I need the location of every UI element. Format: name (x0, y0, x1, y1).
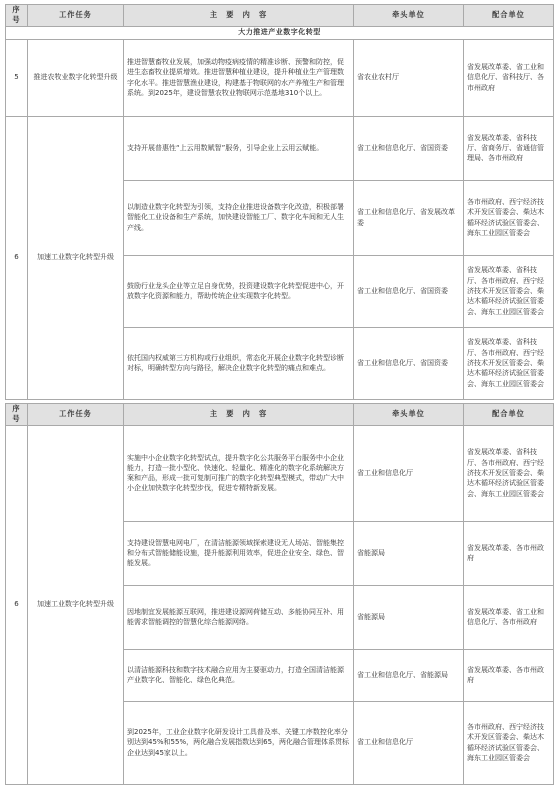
row-content: 以清洁能源科技和数字技术融合应用为主要驱动力，打造全国清洁能源产业数字化、智能化、绿色化典范。 (124, 649, 354, 701)
row-coop: 省发展改革委、各市州政府 (464, 649, 554, 701)
row-coop: 省发展改革委、各市州政府 (464, 521, 554, 585)
section-title: 大力推进产业数字化转型 (6, 26, 554, 39)
row-lead: 省工业和信息化厅、省国资委 (354, 327, 464, 399)
header-task: 工作任务 (28, 5, 124, 27)
task-table-2 (5, 403, 554, 785)
row-content: 因地制宜发展能源互联网，推进建设源网荷储互动、多能协同互补、用能需求智能调控的智慧化综合能源网络。 (124, 585, 354, 649)
row-lead: 省工业和信息化厅 (354, 701, 464, 784)
table-row (6, 425, 554, 521)
task-table-1 (5, 4, 554, 400)
row-no: 5 (6, 39, 28, 116)
header-no: 序号 (6, 5, 28, 27)
row-lead: 省工业和信息化厅、省国资委 (354, 255, 464, 327)
row-content: 依托国内权威第三方机构或行业组织，常态化开展企业数字化转型诊断对标，明确转型方向与路径，解决企业数字化转型的痛点和难点。 (124, 327, 354, 399)
row-no: 6 (6, 425, 28, 784)
header-task: 工作任务 (28, 404, 124, 426)
row-lead: 省能源局 (354, 585, 464, 649)
row-task: 加速工业数字化转型升级 (28, 425, 124, 784)
row-content: 支持建设智慧电网电厂，在清洁能源领域探索建设无人场站、智能集控和分布式智能储能设施，提升能源利用效率，促进企业安全、绿色、智能发展。 (124, 521, 354, 585)
row-lead: 省农业农村厅 (354, 39, 464, 116)
row-lead: 省工业和信息化厅、省发展改革委 (354, 180, 464, 255)
header-no: 序号 (6, 404, 28, 426)
table-header-row (6, 5, 554, 27)
row-content: 到2025年，工业企业数字化研发设计工具普及率、关键工序数控化率分别达到45%和55%，两化融合发展指数达到65，两化融合管理体系贯标企业达到45家以上。 (124, 701, 354, 784)
section-row (6, 26, 554, 39)
table-row (6, 116, 554, 180)
row-task: 加速工业数字化转型升级 (28, 116, 124, 399)
row-lead: 省能源局 (354, 521, 464, 585)
row-lead: 省工业和信息化厅、省国资委 (354, 116, 464, 180)
header-lead: 牵头单位 (354, 404, 464, 426)
row-coop: 省发展改革委、省工业和信息化厅、省科技厅、各市州政府 (464, 39, 554, 116)
header-lead: 牵头单位 (354, 5, 464, 27)
row-lead: 省工业和信息化厅 (354, 425, 464, 521)
row-lead: 省工业和信息化厅、省能源局 (354, 649, 464, 701)
row-no: 6 (6, 116, 28, 399)
row-task: 推进农牧业数字化转型升级 (28, 39, 124, 116)
row-content: 实施中小企业数字化转型试点，提升数字化公共服务平台服务中小企业能力，打造一批小型化、快速化、轻量化、精准化的数字化系统解决方案和产品，形成一批可复制可推广的数字化转型典型模式，带动广大中小企业加快数字化转型步伐，促进专精特新发展。 (124, 425, 354, 521)
row-content: 推进智慧畜牧业发展，加强动物疫病疫情的精准诊断、预警和防控，促进生态畜牧业提质增效。推进智慧种植业建设，提升种植业生产管理数字化水平。推进智慧渔业建设，构建基于物联网的水产养殖生产和管理系统。到2025年，建设智慧农牧业物联网示范基地310个以上。 (124, 39, 354, 116)
row-coop: 各市州政府、西宁经济技术开发区管委会、柴达木循环经济试验区管委会、海东工业园区管委会 (464, 180, 554, 255)
table-row (6, 39, 554, 116)
row-coop: 省发展改革委、省工业和信息化厅、各市州政府 (464, 585, 554, 649)
header-coop: 配合单位 (464, 5, 554, 27)
row-coop: 省发展改革委、省科技厅、各市州政府、西宁经济技术开发区管委会、柴达木循环经济试验区管委会、海东工业园区管委会 (464, 425, 554, 521)
header-coop: 配合单位 (464, 404, 554, 426)
row-coop: 省发展改革委、省科技厅、各市州政府、西宁经济技术开发区管委会、柴达木循环经济试验区管委会、海东工业园区管委会 (464, 255, 554, 327)
row-coop: 各市州政府、西宁经济技术开发区管委会、柴达木循环经济试验区管委会、海东工业园区管委会 (464, 701, 554, 784)
row-coop: 省发展改革委、省科技厅、省商务厅、省通信管理局、各市州政府 (464, 116, 554, 180)
table-header-row (6, 404, 554, 426)
row-content: 鼓励行业龙头企业等立足自身优势，投资建设数字化转型促进中心，开放数字化资源和能力，帮助传统企业实现数字化转型。 (124, 255, 354, 327)
row-content: 支持开展普惠性“上云用数赋智”服务，引导企业上云用云赋能。 (124, 116, 354, 180)
row-content: 以制造业数字化转型为引领，支持企业推进设备数字化改造，积极部署智能化工业设备和生产系统，加快建设智能工厂、数字化车间和无人生产线。 (124, 180, 354, 255)
row-coop: 省发展改革委、省科技厅、各市州政府、西宁经济技术开发区管委会、柴达木循环经济试验区管委会、海东工业园区管委会 (464, 327, 554, 399)
header-content: 主 要 内 容 (124, 5, 354, 27)
header-content: 主 要 内 容 (124, 404, 354, 426)
